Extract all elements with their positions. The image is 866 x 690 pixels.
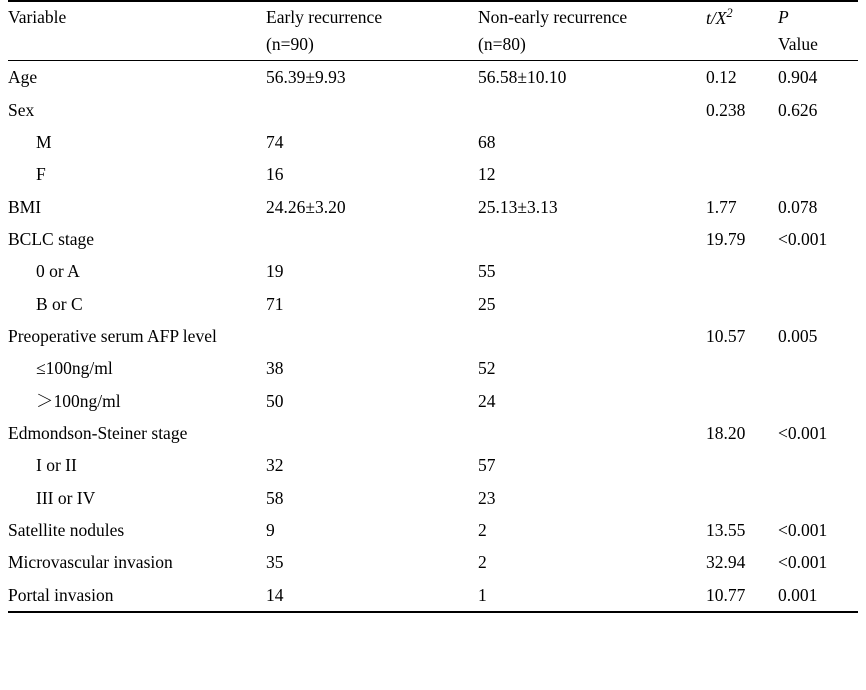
header-row bbox=[8, 1, 858, 61]
cell-stat: 10.57 bbox=[706, 326, 746, 346]
table-row bbox=[8, 61, 858, 94]
cell-variable: M bbox=[36, 131, 52, 152]
cell-non-early: 55 bbox=[478, 261, 496, 282]
cell-early: 56.39±9.93 bbox=[266, 61, 478, 94]
cell-variable: Edmondson-Steiner stage bbox=[8, 423, 188, 444]
header-non-early-line1: Non-early recurrence bbox=[478, 7, 628, 27]
table-bottom-rule bbox=[8, 612, 858, 619]
cell-stat: 0.238 bbox=[706, 99, 746, 120]
header-non-early-line2: (n=80) bbox=[478, 34, 526, 55]
cell-early: 38 bbox=[266, 358, 284, 379]
cell-non-early bbox=[478, 94, 706, 126]
cell-p: <0.001 bbox=[778, 228, 828, 249]
cell-stat bbox=[706, 385, 778, 417]
cell-early: 32 bbox=[266, 455, 284, 476]
cell-variable: Age bbox=[8, 61, 266, 94]
table-row bbox=[8, 546, 858, 578]
cell-early: 9 bbox=[266, 520, 275, 541]
table-row bbox=[8, 449, 858, 481]
table-body bbox=[8, 61, 858, 619]
cell-p bbox=[778, 385, 858, 417]
cell-stat bbox=[706, 126, 778, 158]
cell-stat: 10.77 bbox=[706, 584, 746, 605]
cell-stat: 18.20 bbox=[706, 423, 746, 444]
cell-variable: Portal invasion bbox=[8, 584, 114, 605]
cell-early: 19 bbox=[266, 261, 284, 282]
cell-p bbox=[778, 288, 858, 320]
cell-early: 35 bbox=[266, 552, 284, 573]
cell-p bbox=[778, 352, 858, 384]
cell-variable: III or IV bbox=[36, 487, 96, 508]
table-row bbox=[8, 223, 858, 255]
cell-stat bbox=[706, 449, 778, 481]
table-row bbox=[8, 514, 858, 546]
table-row bbox=[8, 482, 858, 514]
cell-variable: Preoperative serum AFP level bbox=[8, 326, 217, 346]
cell-p: <0.001 bbox=[778, 552, 828, 573]
cell-variable: F bbox=[36, 164, 46, 185]
cell-early: 58 bbox=[266, 487, 284, 508]
table-row bbox=[8, 191, 858, 223]
cell-p bbox=[778, 255, 858, 287]
cell-variable: BCLC stage bbox=[8, 228, 95, 249]
cell-non-early: 68 bbox=[478, 131, 496, 152]
header-cell-p-value bbox=[778, 1, 858, 61]
cell-stat bbox=[706, 255, 778, 287]
table-row bbox=[8, 417, 858, 449]
cell-early bbox=[266, 417, 478, 449]
cell-stat: 1.77 bbox=[706, 196, 737, 217]
cell-variable: Sex bbox=[8, 99, 35, 120]
cell-stat: 13.55 bbox=[706, 520, 746, 541]
cell-early: 50 bbox=[266, 390, 284, 411]
cell-stat bbox=[706, 158, 778, 190]
cell-non-early: 52 bbox=[478, 358, 496, 379]
cell-early: 24.26±3.20 bbox=[266, 196, 346, 217]
cell-early: 71 bbox=[266, 293, 284, 314]
table-row bbox=[8, 385, 858, 417]
header-early-line2: (n=90) bbox=[266, 34, 314, 55]
cell-non-early: 25.13±3.13 bbox=[478, 196, 558, 217]
cell-p: 0.078 bbox=[778, 196, 818, 217]
cell-early bbox=[266, 223, 478, 255]
cell-early: 14 bbox=[266, 584, 284, 605]
cell-variable: B or C bbox=[36, 293, 83, 314]
header-variable-line1: Variable bbox=[8, 7, 67, 27]
table-row bbox=[8, 288, 858, 320]
cell-variable: ≤100ng/ml bbox=[36, 358, 113, 379]
cell-non-early: 24 bbox=[478, 390, 496, 411]
cell-variable: I or II bbox=[36, 455, 77, 476]
cell-variable: ＞100ng/ml bbox=[36, 390, 121, 411]
cell-stat bbox=[706, 352, 778, 384]
cell-non-early: 25 bbox=[478, 293, 496, 314]
cell-p: 0.001 bbox=[778, 584, 818, 605]
header-stat-line1: t/X bbox=[706, 7, 727, 28]
statistics-table bbox=[8, 0, 858, 619]
cell-stat: 19.79 bbox=[706, 228, 746, 249]
cell-non-early bbox=[478, 223, 706, 255]
cell-stat: 0.12 bbox=[706, 61, 778, 94]
header-cell-variable bbox=[8, 1, 266, 61]
cell-stat: 32.94 bbox=[706, 552, 746, 573]
cell-non-early: 2 bbox=[478, 552, 487, 573]
cell-non-early bbox=[478, 417, 706, 449]
header-cell-early-recurrence bbox=[266, 1, 478, 61]
cell-p: 0.005 bbox=[778, 326, 818, 346]
table-row bbox=[8, 320, 858, 352]
header-cell-test-statistic bbox=[706, 1, 778, 61]
header-stat-superscript: 2 bbox=[726, 6, 733, 20]
table-row bbox=[8, 255, 858, 287]
cell-early bbox=[266, 94, 478, 126]
cell-variable: Satellite nodules bbox=[8, 520, 125, 541]
cell-variable: Microvascular invasion bbox=[8, 552, 173, 573]
table-row bbox=[8, 94, 858, 126]
cell-early: 16 bbox=[266, 164, 284, 185]
cell-p: 0.626 bbox=[778, 99, 818, 120]
cell-variable: BMI bbox=[8, 196, 42, 217]
table-row bbox=[8, 126, 858, 158]
cell-p bbox=[778, 449, 858, 481]
cell-p bbox=[778, 126, 858, 158]
cell-non-early bbox=[478, 320, 706, 352]
cell-early: 74 bbox=[266, 131, 284, 152]
cell-non-early: 2 bbox=[478, 520, 487, 541]
cell-non-early: 56.58±10.10 bbox=[478, 61, 706, 94]
header-early-line1: Early recurrence bbox=[266, 7, 383, 27]
cell-p: 0.904 bbox=[778, 61, 858, 94]
cell-stat bbox=[706, 288, 778, 320]
cell-non-early: 12 bbox=[478, 164, 496, 185]
table-row bbox=[8, 158, 858, 190]
cell-p: <0.001 bbox=[778, 520, 828, 541]
cell-p: <0.001 bbox=[778, 423, 828, 444]
cell-non-early: 1 bbox=[478, 584, 487, 605]
cell-p bbox=[778, 158, 858, 190]
table-header bbox=[8, 1, 858, 61]
table-row bbox=[8, 352, 858, 384]
table-row bbox=[8, 579, 858, 612]
cell-stat bbox=[706, 482, 778, 514]
cell-early bbox=[266, 320, 478, 352]
cell-p bbox=[778, 482, 858, 514]
cell-non-early: 57 bbox=[478, 455, 496, 476]
cell-variable: 0 or A bbox=[36, 261, 80, 282]
cell-non-early: 23 bbox=[478, 487, 496, 508]
header-p-line2: Value bbox=[778, 34, 818, 55]
header-p-line1: P bbox=[778, 7, 789, 27]
header-cell-non-early-recurrence bbox=[478, 1, 706, 61]
